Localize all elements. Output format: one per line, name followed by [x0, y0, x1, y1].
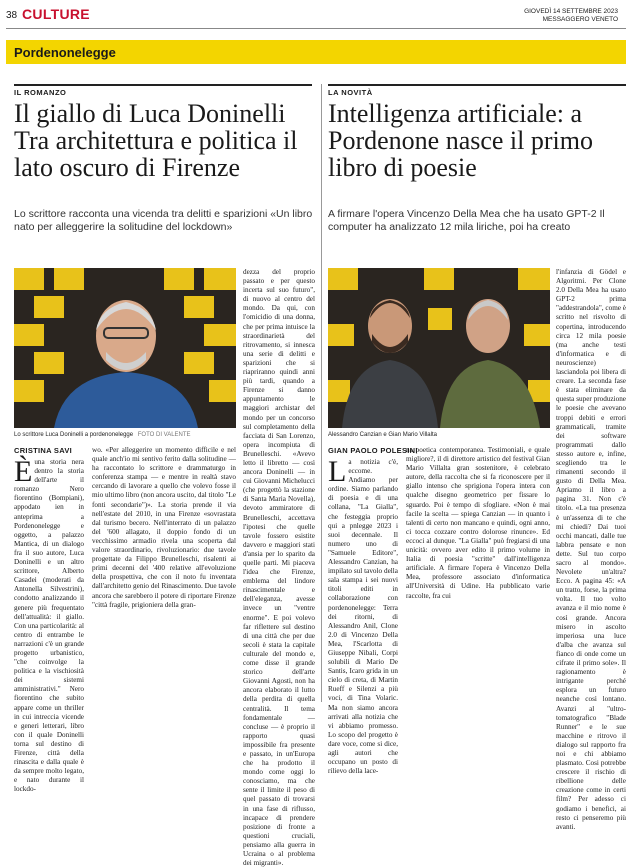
left-kicker: IL ROMANZO — [14, 88, 67, 97]
right-drop-cap: L — [328, 455, 347, 488]
paper-name: MESSAGGERO VENETO — [542, 16, 618, 23]
canzian-villalta-photo — [328, 268, 550, 428]
band-title: Pordenonelegge — [14, 45, 116, 60]
left-photo — [14, 268, 236, 428]
left-column-3 — [243, 268, 315, 868]
left-subtitle: Lo scrittore racconta una vicenda tra delitti e sparizioni «Un libro nato per alleggerire la solitudine del lockdown» — [14, 208, 313, 233]
doninelli-photo — [14, 268, 236, 428]
right-kicker-rule — [328, 84, 626, 86]
left-caption-credit: FOTO DI VALENTE — [137, 432, 191, 438]
right-photo — [328, 268, 550, 428]
right-col2-text: na poetica contemporanea. Testimoniali, e quale migliore?, il di direttore artistico del festival Gian Mario Villalta gran sostenitore, è celebrato autore, della raccolta che si fa riconoscere per il giallo intenso che sprigiona l'opera intera con qualche disegno geometrico per fissare lo sguardo. Poi è tempo di sfogliare. «Non è mai facile la scelta — spiega Canzian — in quanto i talenti di certo non mancano e quindi, ogni anno, ci tocca cozzare contro dolorose rinunce». Ed eccoci al dunque. "La Gialla" può fregiarsi di una unicità: ovvero aver edito il primo volume in Italia di poesia "scritte" dall'intelligenza artificiale. A firmare l'opera è Vincenzo Della Mea, professore associato d'informatica all'Università di Udine. Ha pubblicato varie raccolte, fra cui — [406, 446, 550, 600]
left-col3-text: dezza del proprio passato e per questo incerta sul suo futuro", di nuovo al centro del mondo. Da qui, con l'omicidio di una donna, che per prima intuisce la straordinarietà del ritrovamento, si innesca una serie di delitti e sparizioni che si riapriranno quindi anni più tardi, quando a Firenze si danno appuntamento le maggiori archistar del mondo per un concorso sul completamento della facciata di San Lorenzo, opera incompiuta di Brunelleschi. «Avevo letto il libretto — così ancora Doninelli — in cui Giovanni Michelucci (che progettò la stazione di Santa Maria Novella), devoto ammiratore di Brunelleschi, accettava l'ipotesi che quelle tavole fossero esistite davvero e maggiori stati d'ansia per lo sparito da quelle parti. Mi piaceva l'idea che Firenze, emblema del lindore rinascimentale e dell'eleganza, avesse invece un "ventre enorme". E poi volevo far riflettere sul destino di una città che per due secoli è stata la capitale culturale del mondo e, come disse il grande storico dell'arte Giovanni Agosti, non ha ancora elaborato il lutto della perdita di quella centralità. Il tema fondamentale — concluse — è proprio il rapporto quasi impossibile fra presente e passato, in un'Europa che ha prodotto il mondo come oggi lo conosciamo, ma che sente il limite il peso di quel passato di trovarsi in una fase di riflusso, incapace di prendere posizione di fronte a questioni cruciali, pensiamo alla guerra in Ucraina o al problema dei migranti». — [243, 268, 315, 868]
right-column-3 — [556, 268, 626, 831]
right-kicker: LA NOVITÀ — [328, 88, 373, 97]
date: GIOVEDÌ 14 SETTEMBRE 2023 — [524, 8, 618, 15]
left-column-1 — [14, 455, 84, 794]
left-col1-text: una storia nera dentro la storia dell'arte il romanzo Nero fiorentino (Bompiani), appodato ien in anteprima a Pordenonelegge e oggetto, a palazzo Mantica, di un dialogo fra il suo autore, Luca Doninelli e un altro scrittore, Alberto Casadei (moderati da Antonella Silvestrini), condotto analizzando il genere più frequentato dell'attualità: il giallo. Con una particolarità: al centro di entrambe le narrazioni c'è un grande progetto urbanistico, "che coinvolge la politica e la vischiosità dei sistemi amministrativi." Nero fiorentino che subito appare come un thriller in cui intreccia vicende e generi letterari, libro con il quale Doninelli torna sul destino di Firenze, città della rinascita e dalla quale è da sempre molto legato, e nato durante il lockdo- — [14, 458, 84, 794]
left-caption — [14, 432, 236, 438]
page-number: 38 — [6, 10, 18, 21]
left-headline: Il giallo di Luca Doninelli Tra architettura e politica il lato oscuro di Firenze — [14, 99, 298, 182]
right-column-1 — [328, 455, 398, 776]
right-caption: Alessandro Canzian e Gian Mario Villalta — [328, 432, 437, 438]
right-col1-text: a notizia c'è, eccome. Andiamo per ordine. Siamo parlando di poesia e di una collana, "La Gialla", che festeggia proprio qui a pnlegge 2023 i suoi decennale. Il numero uno di "Samuele Editore", Alessandro Canzian, ha impilato sul tavolo della sala stampa i sei nuovi titoli editi in collaborazione con pordenonelegge: Terra dei ritorni, di Alessandro Anil, Clone 2.0 di Vincenzo Della Mea, l'Scarlotta di Giuseppe Nibali, Corpi solubili di Mario De Santis, Icaro grida in un cielo di creta, di Martin Rueff e Silenzi a più voci, di Tina Volaric. Ma non siamo ancora arrivati alla notizia che vi abbiamo promesso. Lo scopo del progetto è dare voce, come si dice, agli autori che occupano un posto di rilievo della lace- — [328, 458, 398, 776]
dateline — [524, 8, 618, 24]
left-col2-text: wo. «Per alleggerire un momento difficile e nel quale anch'io mi sentivo ferito dalla solitudine — ha raccontato lo scrittore e drammaturgo in conferenza stampa — e mentre in realtà stavo cercando di lavorare a quello che volevo fosse il mio ultimo libro (non ancora uscito, dal titolo "Le fonti secondarie")». La storia prende il via nell'estate del 2010, in una Firenze «sovrastata dal turismo becero. Nell'interrato di un palazzo del '600 allagato, il doppio fondo di un vecchissimo armadio rivela una scoperta dal valore straordinario, rivoluzionario: due tavole progettate da Filippo Brunelleschi, risalenti ai primi decenni del '400 relative all'evoluzione della prospettiva, che con il noto fu inventata dall'architetto genio del Rinascimento. Due tavole ancora che sarebbero il potere di riportare Firenze "città fragile, prigioniera della gran- — [92, 446, 236, 609]
left-drop-cap: È — [14, 455, 33, 488]
right-subtitle: A firmare l'opera Vincenzo Della Mea che ha usato GPT-2 Il computer ha analizzato 12 mila liriche, poi ha creato — [328, 208, 605, 233]
left-caption-text: Lo scrittore Luca Doninelli a pordenonelegge — [14, 432, 134, 438]
column-divider — [321, 84, 322, 702]
left-kicker-rule — [14, 84, 312, 86]
header-rule — [6, 28, 626, 29]
right-col3-text: l'infanzia di Gödel e Algoritmi. Per Clone 2.0 Della Mea ha usato GPT-2 prima "addestrandola", come è scritto nel risvolto di copertina, introducendo circa 12 mila poesie (ma anche testi d'informatica e di neuroscienze) lasciandola poi libera di creare. La seconda fase è stata eliminare da questa super produzione le poesie che avevano troppi debiti e errori grammaticali, tramite dei software programmati dallo stesso autore e, infine, scegliendo tra le rimanenti secondo il gusto di Della Mea. Apriamo il libro a pagina 31. Non c'è titolo. «La tua presenza è un'assenza di te che mi chiedi? Dai tuoi occhi mancati, dalle tue labbra pensate e non dette. Sul tuo corpo sacro al mondo». Nevolete un'altra? Ecco. A pagina 45: «A un tratto, forse, la prima volta. Il tuo volto avanza e il mio nome è così grande. Ancora misero in ascolto imperiosa una luce d'alba che avanza sul fianco di onde come un cifrate il primo sole». Il ragionamento è intrigante perché esplora un futuro neanche così lontano. Avanzi al "ultro-tomatografico "Blade Runner" e le sue macchine e ritrovo il dialogo sul rapporto fra noi e chi abbiamo plasmato. Cosi potrebbe crescere il rischio di ribellione delle creazione come in certi film? Per adesso ci godiamo i benefici, ai resto ci penseremo più avanti. — [556, 268, 626, 831]
section-title: CULTURE — [22, 6, 90, 22]
left-column-2 — [92, 446, 236, 702]
right-headline: Intelligenza artificiale: a Pordenone nasce il primo libro di poesie — [328, 99, 593, 182]
right-byline: GIAN PAOLO POLESINI — [328, 446, 418, 455]
left-byline: CRISTINA SAVI — [14, 446, 73, 455]
right-column-2 — [406, 446, 550, 702]
